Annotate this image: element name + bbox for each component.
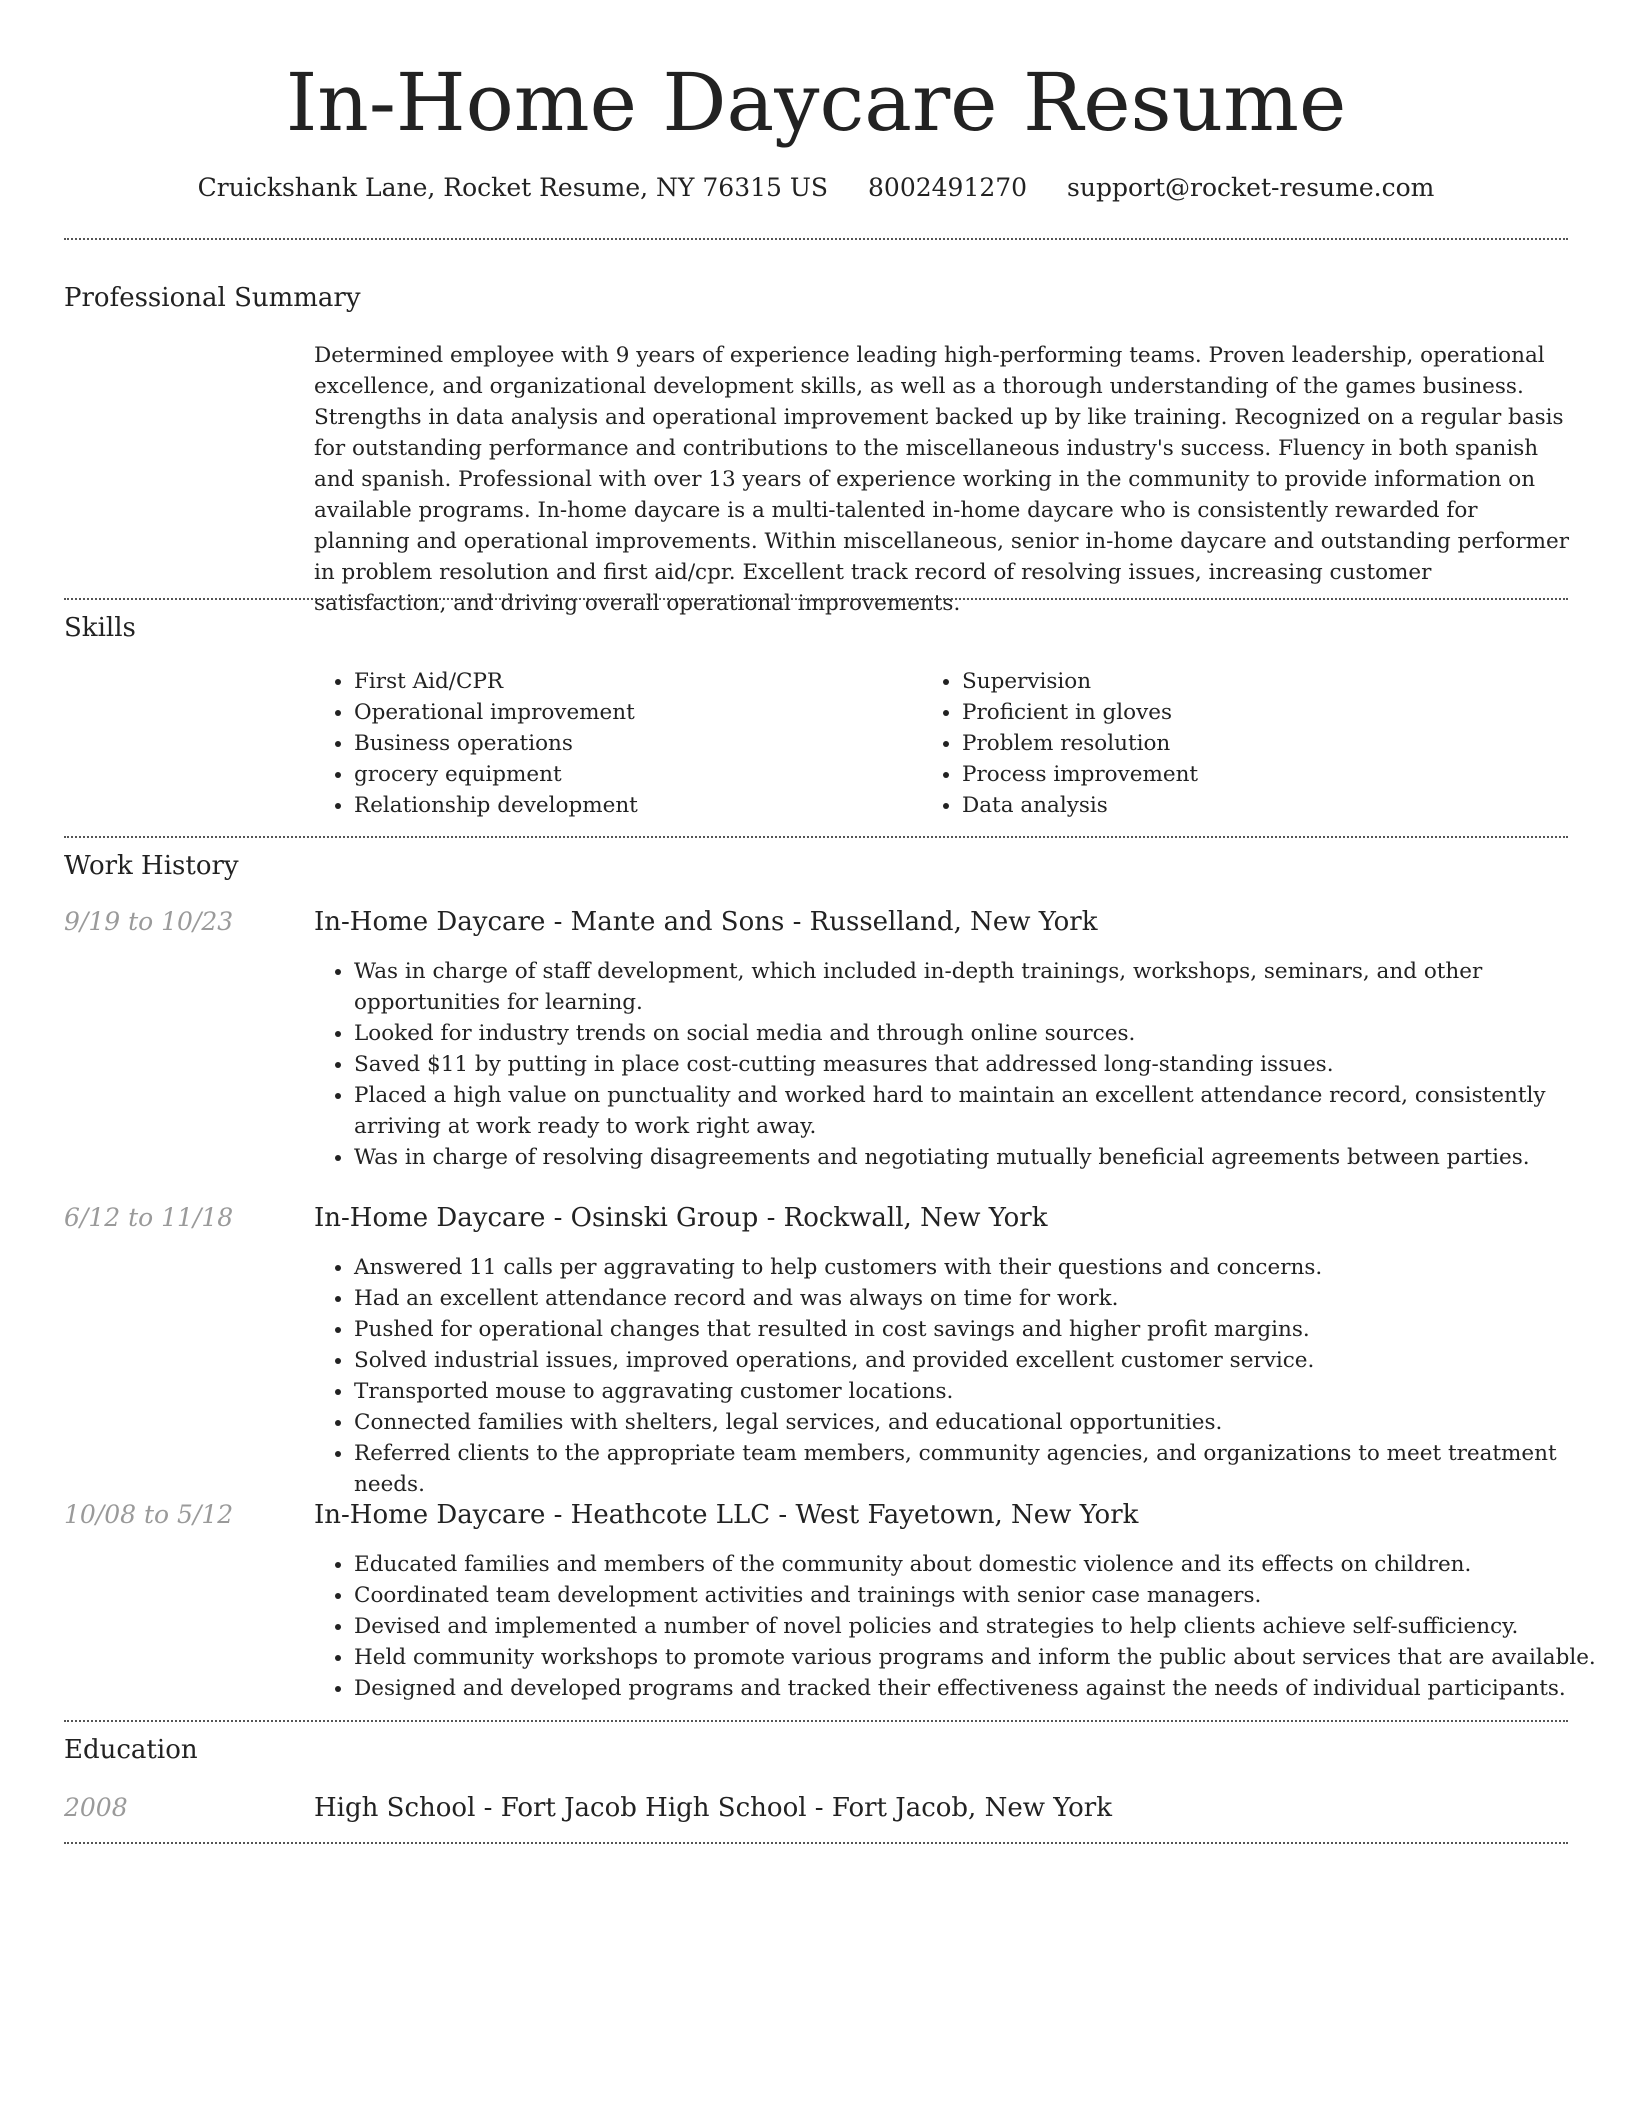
job-dates: 9/19 to 10/23	[64, 907, 234, 936]
job-bullets	[310, 956, 1616, 1173]
job-heading: In-Home Daycare - Mante and Sons - Russelland, New York	[314, 907, 1098, 937]
contact-phone: 8002491270	[868, 173, 1028, 202]
skills-list-right	[918, 666, 1562, 821]
skill-item: • Process improvement	[962, 759, 1562, 790]
contact-line	[0, 168, 1632, 208]
job-bullets	[310, 1549, 1616, 1704]
job-bullet: • Educated families and members of the community about domestic violence and its effects on children.	[354, 1549, 1616, 1580]
job-bullet: • Looked for industry trends on social media and through online sources.	[354, 1018, 1616, 1049]
resume-title: In-Home Daycare Resume	[285, 56, 1347, 149]
skill-item: • Proficient in gloves	[962, 697, 1562, 728]
contact-email: support@rocket-resume.com	[1067, 173, 1435, 202]
section-title-education: Education	[64, 1735, 198, 1765]
job-bullet: • Designed and developed programs and tracked their effectiveness against the needs of individual participants.	[354, 1673, 1616, 1704]
job-bullet: • Coordinated team development activities and trainings with senior case managers.	[354, 1580, 1616, 1611]
skill-item: • Relationship development	[354, 790, 914, 821]
job-bullet: • Had an excellent attendance record and was always on time for work.	[354, 1283, 1616, 1314]
job-bullet: • Connected families with shelters, legal services, and educational opportunities.	[354, 1407, 1616, 1438]
skill-item: • First Aid/CPR	[354, 666, 914, 697]
skill-item: • grocery equipment	[354, 759, 914, 790]
job-bullets	[310, 1252, 1616, 1500]
job-bullet: • Answered 11 calls per aggravating to help customers with their questions and concerns.	[354, 1252, 1616, 1283]
skills-list-left	[310, 666, 914, 821]
job-bullet: • Pushed for operational changes that resulted in cost savings and higher profit margins.	[354, 1314, 1616, 1345]
skill-item: • Operational improvement	[354, 697, 914, 728]
summary-text: Determined employee with 9 years of experience leading high-performing teams. Proven leadership, operational excellence, and organizational development skills, as well as a thorough understanding of the games business. Strengths in data analysis and operational improvement backed up by like training. Recognized on a regular basis for outstanding performance and contributions to the miscellaneous industry's success. Fluency in both spanish and spanish. Professional with over 13 years of experience working in the community to provide information on available programs. In-home daycare is a multi-talented in-home daycare who is consistently rewarded for planning and operational improvements. Within miscellaneous, senior in-home daycare and outstanding performer in problem resolution and first aid/cpr. Excellent track record of resolving issues, increasing customer satisfaction, and driving overall operational improvements.	[314, 343, 1569, 616]
job-bullet: • Transported mouse to aggravating customer locations.	[354, 1376, 1616, 1407]
divider	[64, 1720, 1568, 1722]
education-dates: 2008	[64, 1793, 128, 1822]
job-bullet: • Was in charge of staff development, which included in-depth trainings, workshops, seminars, and other opportunities for learning.	[354, 956, 1616, 1018]
job-dates: 10/08 to 5/12	[64, 1500, 234, 1529]
skill-item: • Problem resolution	[962, 728, 1562, 759]
job-bullet: • Placed a high value on punctuality and worked hard to maintain an excellent attendance record, consistently arriving at work ready to work right away.	[354, 1080, 1616, 1142]
education-heading: High School - Fort Jacob High School - Fort Jacob, New York	[314, 1793, 1112, 1823]
job-bullet: • Solved industrial issues, improved operations, and provided excellent customer service.	[354, 1345, 1616, 1376]
divider	[64, 1842, 1568, 1844]
job-bullet: • Saved $11 by putting in place cost-cutting measures that addressed long-standing issues.	[354, 1049, 1616, 1080]
job-bullet: • Devised and implemented a number of novel policies and strategies to help clients achieve self-sufficiency.	[354, 1611, 1616, 1642]
job-heading: In-Home Daycare - Heathcote LLC - West Fayetown, New York	[314, 1500, 1139, 1530]
skill-item: • Data analysis	[962, 790, 1562, 821]
divider	[64, 836, 1568, 838]
contact-address: Cruickshank Lane, Rocket Resume, NY 76315 US	[197, 173, 829, 202]
divider	[64, 238, 1568, 240]
divider	[64, 598, 1568, 600]
job-bullet: • Held community workshops to promote various programs and inform the public about services that are available.	[354, 1642, 1616, 1673]
skill-item: • Supervision	[962, 666, 1562, 697]
job-bullet: • Was in charge of resolving disagreements and negotiating mutually beneficial agreements between parties.	[354, 1142, 1616, 1173]
job-heading: In-Home Daycare - Osinski Group - Rockwall, New York	[314, 1203, 1048, 1233]
section-title-skills: Skills	[64, 613, 136, 643]
section-title-work: Work History	[64, 851, 239, 881]
skill-item: • Business operations	[354, 728, 914, 759]
section-title-summary: Professional Summary	[64, 283, 361, 313]
job-dates: 6/12 to 11/18	[64, 1203, 234, 1232]
job-bullet: • Referred clients to the appropriate team members, community agencies, and organizations to meet treatment needs.	[354, 1438, 1616, 1500]
